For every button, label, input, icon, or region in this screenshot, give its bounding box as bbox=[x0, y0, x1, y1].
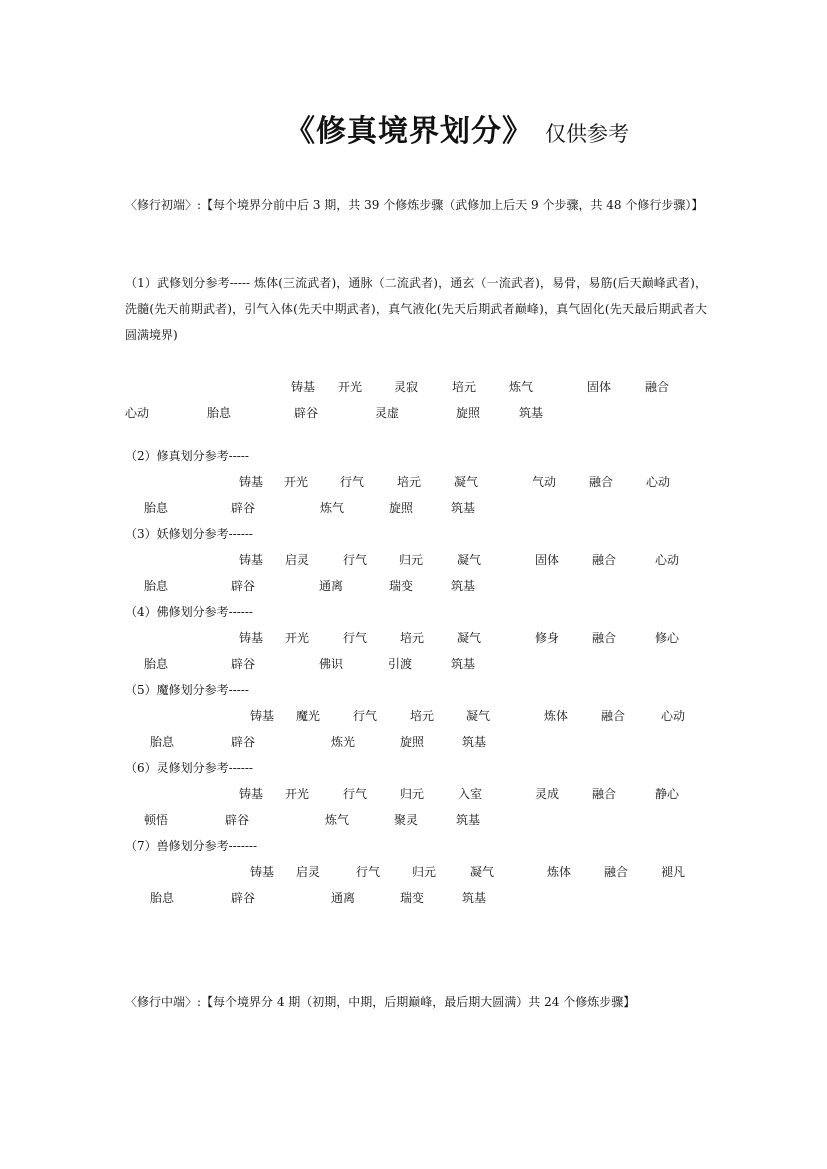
stage-item: 辟谷 bbox=[231, 657, 256, 671]
stage-item: 炼体 bbox=[547, 865, 572, 879]
stage-item: 炼气 bbox=[509, 380, 534, 394]
stage-item: 铸基 bbox=[250, 709, 275, 723]
stage-item: 筑基 bbox=[456, 813, 481, 827]
stage-item: 胎息 bbox=[150, 735, 175, 749]
section-heading: （2）修真划分参考----- bbox=[125, 449, 249, 463]
stage-item: 行气 bbox=[343, 787, 368, 801]
stage-item: 辟谷 bbox=[231, 579, 256, 593]
stage-item: 静心 bbox=[655, 787, 680, 801]
stage-item: 旋照 bbox=[389, 501, 414, 515]
section-heading: （3）妖修划分参考------ bbox=[125, 527, 253, 541]
stage-item: 炼气 bbox=[320, 501, 345, 515]
stage-item: 融合 bbox=[592, 631, 617, 645]
stage-item: 开光 bbox=[284, 475, 309, 489]
stage-item: 辟谷 bbox=[294, 406, 319, 420]
stage-item: 胎息 bbox=[207, 406, 232, 420]
stage-item: 铸基 bbox=[239, 631, 264, 645]
stage-item: 融合 bbox=[592, 553, 617, 567]
stage-item: 心动 bbox=[655, 553, 680, 567]
section-heading: （6）灵修划分参考------ bbox=[125, 761, 253, 775]
stage-item: 心动 bbox=[125, 406, 150, 420]
stage-item: 胎息 bbox=[144, 501, 169, 515]
stage-item: 凝气 bbox=[457, 631, 482, 645]
section-heading: （5）魔修划分参考----- bbox=[125, 683, 249, 697]
stage-item: 引渡 bbox=[388, 657, 413, 671]
stage-item: 辟谷 bbox=[231, 501, 256, 515]
intro-early: 〈修行初端〉:【每个境界分前中后 3 期，共 39 个修炼步骤（武修加上后天 9 个步骤，共 48 个修行步骤）】 bbox=[125, 198, 704, 212]
stage-item: 培元 bbox=[452, 380, 477, 394]
stage-item: 融合 bbox=[604, 865, 629, 879]
stage-item: 融合 bbox=[645, 380, 670, 394]
stage-item: 固体 bbox=[535, 553, 560, 567]
stage-item: 归元 bbox=[412, 865, 437, 879]
stage-item: 铸基 bbox=[239, 553, 264, 567]
stage-item: 瑞变 bbox=[389, 579, 414, 593]
stage-item: 辟谷 bbox=[231, 891, 256, 905]
stage-item: 褪凡 bbox=[661, 865, 686, 879]
stage-item: 铸基 bbox=[239, 475, 264, 489]
stage-item: 心动 bbox=[661, 709, 686, 723]
stage-item: 灵成 bbox=[535, 787, 560, 801]
stage-item: 胎息 bbox=[150, 891, 175, 905]
stage-item: 旋照 bbox=[400, 735, 425, 749]
title-main: 《修真境界划分》 bbox=[285, 114, 533, 149]
stage-item: 行气 bbox=[353, 709, 378, 723]
stage-item: 修身 bbox=[535, 631, 560, 645]
stage-item: 培元 bbox=[400, 631, 425, 645]
stage-item: 炼光 bbox=[331, 735, 356, 749]
stage-item: 灵寂 bbox=[394, 380, 419, 394]
stage-item: 铸基 bbox=[250, 865, 275, 879]
stage-item: 融合 bbox=[601, 709, 626, 723]
stage-item: 通离 bbox=[331, 891, 356, 905]
stage-item: 心动 bbox=[646, 475, 671, 489]
stage-item: 炼体 bbox=[544, 709, 569, 723]
stage-item: 启灵 bbox=[296, 865, 321, 879]
stage-item: 铸基 bbox=[239, 787, 264, 801]
section-heading: （7）兽修划分参考------- bbox=[125, 839, 258, 853]
stage-item: 旋照 bbox=[456, 406, 481, 420]
stage-item: 开光 bbox=[285, 631, 310, 645]
stage-item: 行气 bbox=[343, 631, 368, 645]
stage-item: 筑基 bbox=[451, 501, 476, 515]
stage-item: 入室 bbox=[458, 787, 483, 801]
stage-item: 培元 bbox=[397, 475, 422, 489]
stage-item: 魔光 bbox=[296, 709, 321, 723]
stage-item: 辟谷 bbox=[225, 813, 250, 827]
stage-item: 筑基 bbox=[462, 891, 487, 905]
title-subtitle: 仅供参考 bbox=[545, 122, 629, 146]
stage-item: 启灵 bbox=[285, 553, 310, 567]
stage-item: 筑基 bbox=[519, 406, 544, 420]
martial-paragraph: （1）武修划分参考----- 炼体(三流武者)，通脉（二流武者)，通玄（一流武者)，易骨，易筋(后天巅峰武者)，洗髓(先天前期武者)，引气入体(先天中期武者)，真气液化(先天后期武者巅峰)，真气固化(先天最后期武者大圆满境界) bbox=[125, 276, 707, 342]
stage-item: 胎息 bbox=[144, 657, 169, 671]
section-heading: （4）佛修划分参考------ bbox=[125, 605, 253, 619]
stage-item: 凝气 bbox=[470, 865, 495, 879]
stage-item: 气动 bbox=[532, 475, 557, 489]
stage-item: 顿悟 bbox=[144, 813, 169, 827]
stage-item: 胎息 bbox=[144, 579, 169, 593]
stage-item: 行气 bbox=[343, 553, 368, 567]
stage-item: 归元 bbox=[400, 787, 425, 801]
stage-item: 行气 bbox=[340, 475, 365, 489]
stage-item: 瑞变 bbox=[400, 891, 425, 905]
stage-item: 筑基 bbox=[462, 735, 487, 749]
stage-item: 灵虚 bbox=[375, 406, 400, 420]
stage-item: 铸基 bbox=[291, 380, 316, 394]
stage-item: 固体 bbox=[587, 380, 612, 394]
stage-item: 开光 bbox=[285, 787, 310, 801]
stage-item: 凝气 bbox=[454, 475, 479, 489]
stage-item: 培元 bbox=[410, 709, 435, 723]
stage-item: 筑基 bbox=[451, 657, 476, 671]
stage-item: 修心 bbox=[655, 631, 680, 645]
stage-item: 融合 bbox=[592, 787, 617, 801]
stage-item: 凝气 bbox=[466, 709, 491, 723]
intro-middle: 〈修行中端〉:【每个境界分 4 期（初期，中期，后期巅峰，最后期大圆满）共 24 个修炼步骤】 bbox=[125, 995, 636, 1009]
stage-item: 归元 bbox=[399, 553, 424, 567]
document-title bbox=[285, 106, 629, 150]
stage-item: 开光 bbox=[338, 380, 363, 394]
stage-item: 筑基 bbox=[451, 579, 476, 593]
stage-item: 佛识 bbox=[319, 657, 344, 671]
stage-item: 炼气 bbox=[325, 813, 350, 827]
stage-item: 聚灵 bbox=[394, 813, 419, 827]
stage-item: 融合 bbox=[589, 475, 614, 489]
stage-item: 通离 bbox=[319, 579, 344, 593]
stage-item: 辟谷 bbox=[231, 735, 256, 749]
stage-item: 凝气 bbox=[457, 553, 482, 567]
stage-item: 行气 bbox=[356, 865, 381, 879]
